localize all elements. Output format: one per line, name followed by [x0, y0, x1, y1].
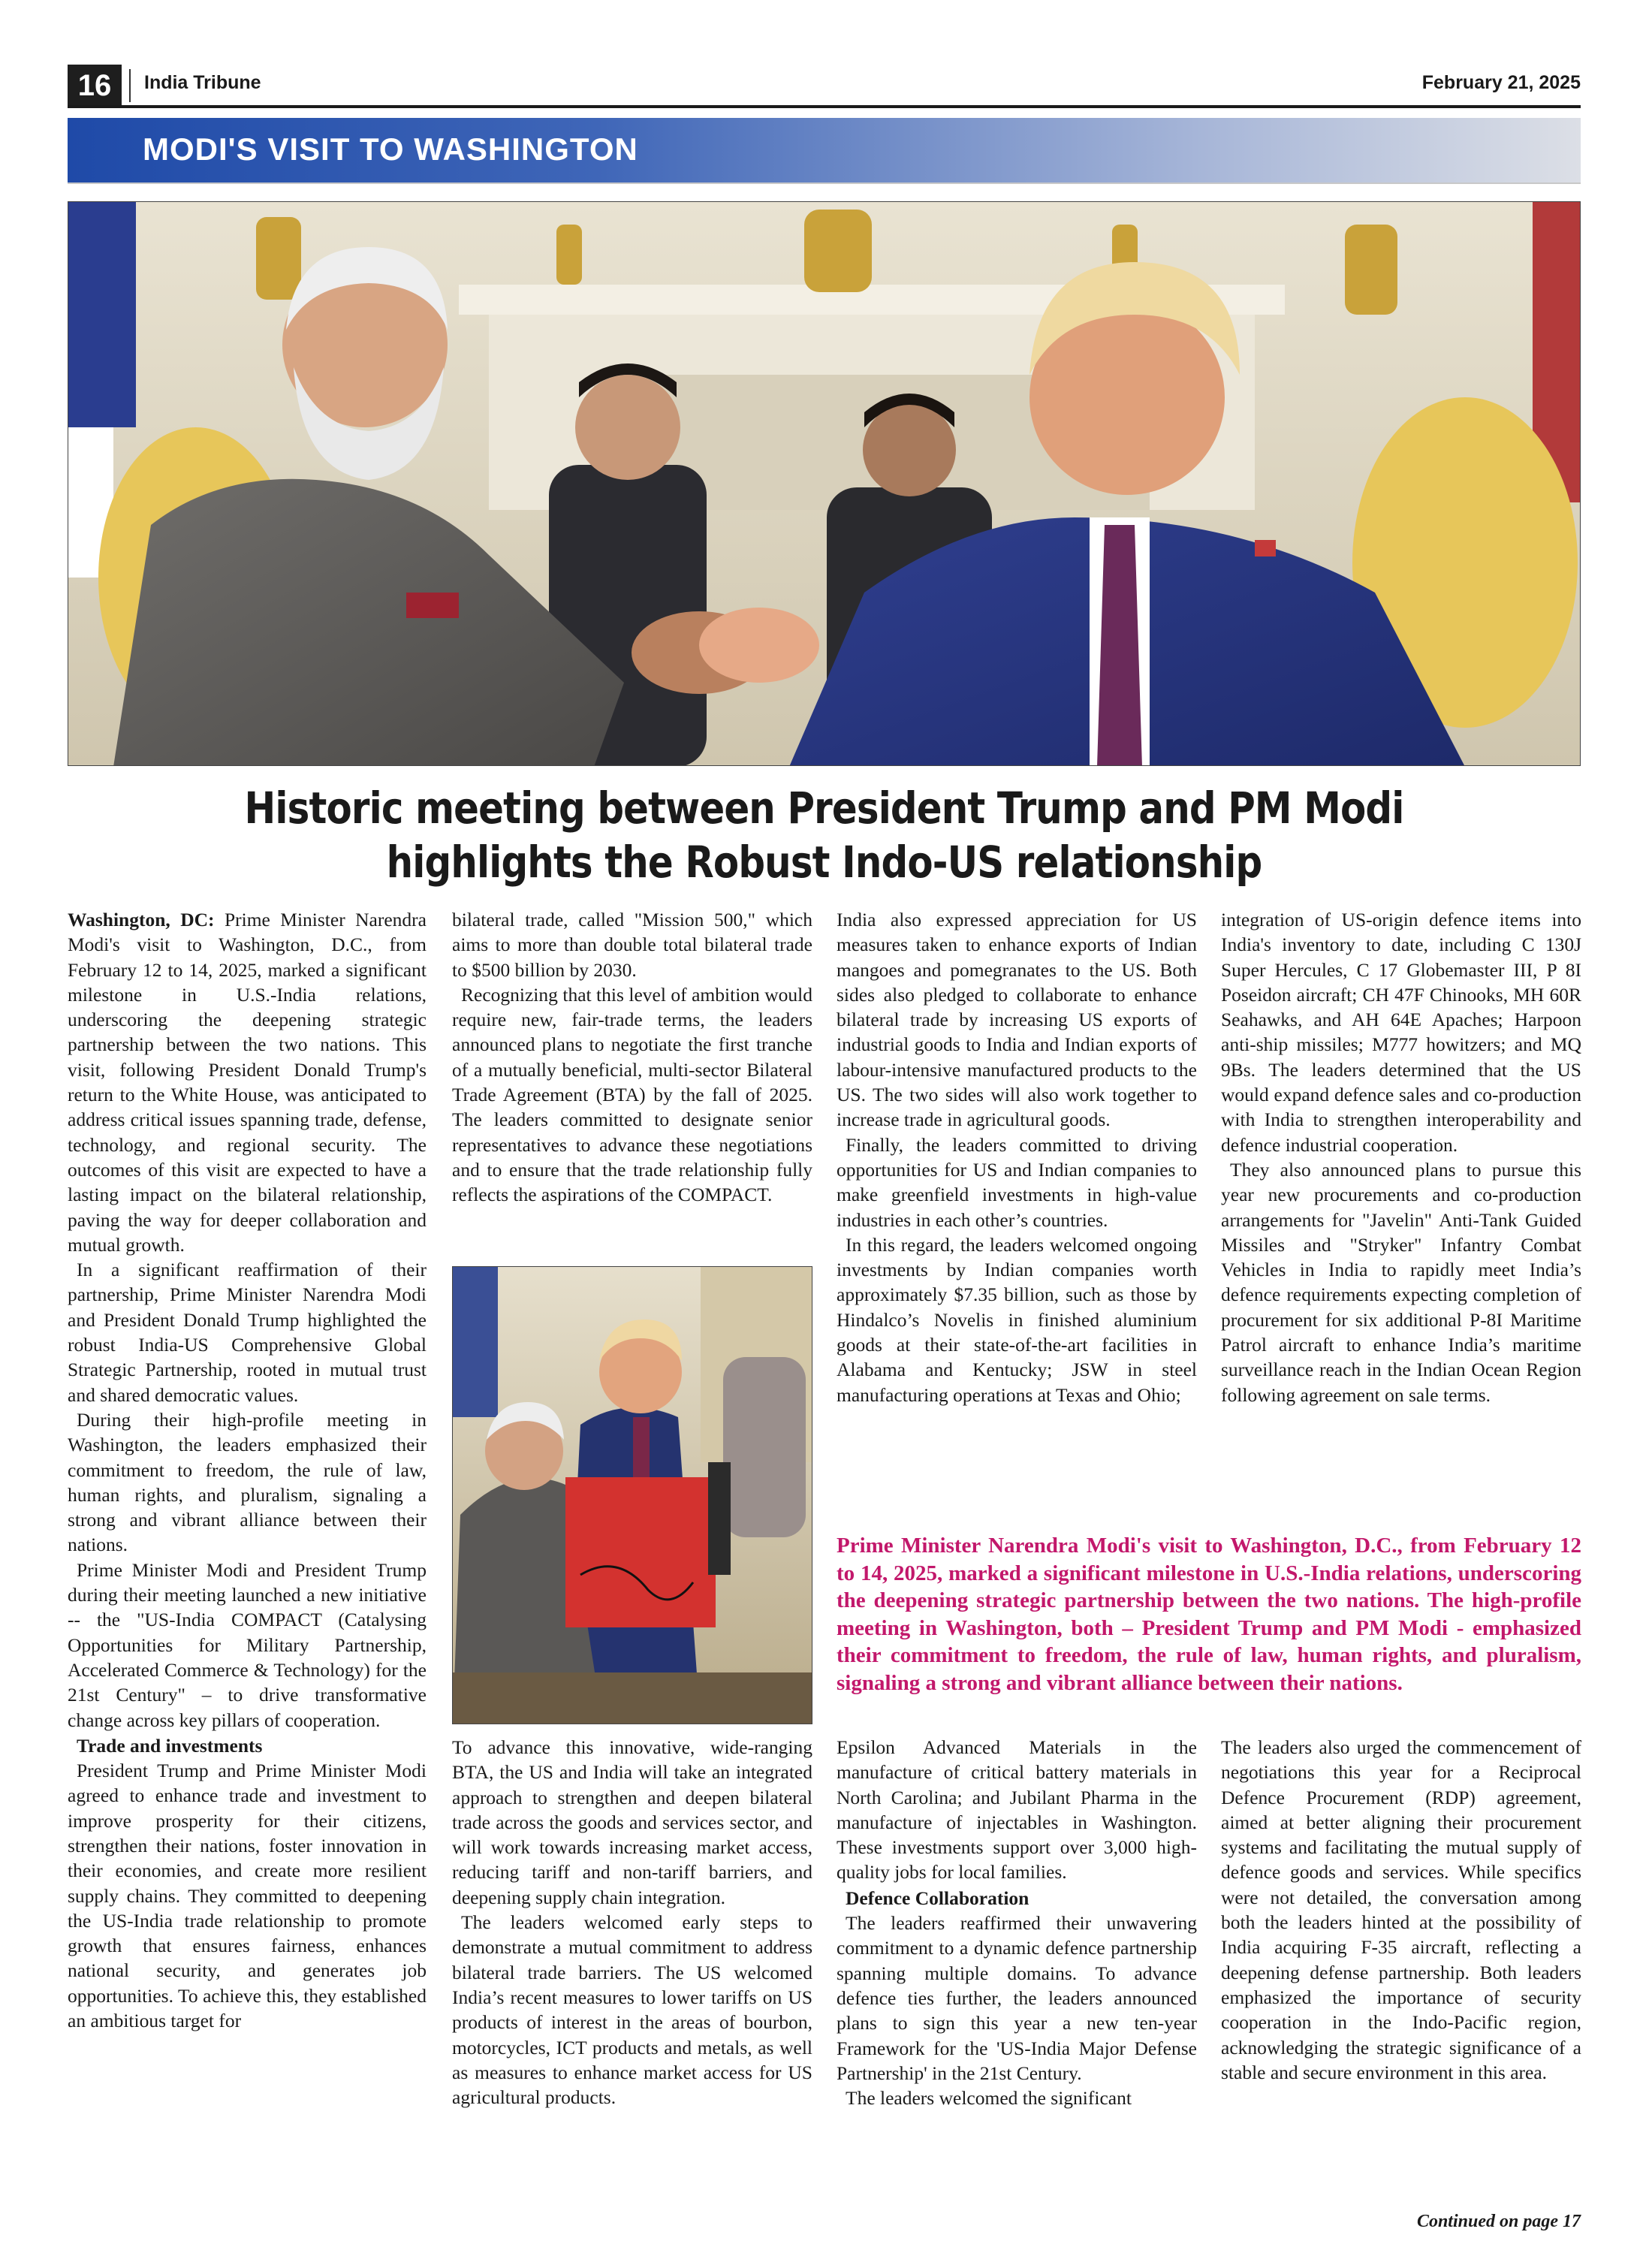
section-title: MODI'S VISIT TO WASHINGTON	[143, 131, 638, 167]
article-column-3	[837, 907, 1197, 1407]
paragraph: They also announced plans to pursue this year new procurements and co-production arrangements for "Javelin" Anti-Tank Guided Missiles and "Stryker" Infantry Combat Vehicles in India to rapidly meet India’s defence requirements expecting completion of procurement for six additional P-8I Maritime Patrol aircraft to enhance India’s maritime surveillance reach in the Indian Ocean Region following agreement on sale terms.	[1221, 1158, 1581, 1406]
paragraph: The leaders welcomed early steps to demonstrate a mutual commitment to address bilateral trade barriers. The US welcomed India’s recent measures to lower tariffs on US products of interest in the areas of bourbon, motorcycles, ICT products and metals, as well as measures to enhance market access for US agricultural products.	[452, 1911, 812, 2109]
continued-link[interactable]: Continued on page 17	[1416, 2212, 1581, 2231]
paragraph: To advance this innovative, wide-ranging BTA, the US and India will take an integrated approach to strengthen and deepen bilateral trade across the goods and services sector, and will work towards increasing market access, reducing tariff and non-tariff barriers, and deepening supply chain integration.	[452, 1736, 812, 1908]
paragraph	[68, 907, 427, 1257]
headline	[173, 781, 1475, 889]
paragraph: During their high-profile meeting in Washington, the leaders emphasized their commitment to freedom, the rule of law, human rights, and pluralism, signaling a strong and vibrant alliance between their nations.	[68, 1408, 427, 1556]
paragraph: Prime Minister Modi and President Trump during their meeting launched a new initiative -- the "US-India COMPACT (Catalysing Opportunities for Military Partnership, Accelerated Commerce & Technology) for the 21st Century" – to drive transformative change across key pillars of cooperation.	[68, 1558, 427, 1731]
paragraph: President Trump and Prime Minister Modi agreed to enhance trade and investment to improve prosperity for their citizens, strengthen their nations, foster innovation in their economies, and create more resilient supply chains. They committed to deepening the US-India trade relationship to promote growth that ensures fairness, enhances national security, and generates job opportunities. To achieve this, they established an ambitious target for	[68, 1760, 427, 2032]
inset-photo	[452, 1266, 812, 1724]
article-column-3-continued	[837, 1735, 1197, 2110]
issue-date: February 21, 2025	[1421, 72, 1581, 93]
paragraph: The leaders welcomed the significant	[846, 2087, 1132, 2110]
pull-quote: Prime Minister Narendra Modi's visit to Washington, D.C., from February 12 to 14, 2025, marked a significant milestone in U.S.-India relations, underscoring the deepening strategic partnership between the two nations. The high-profile meeting in Washington, both – President Trump and PM Modi - emphasized their commitment to freedom, the rule of law, human rights, and pluralism, signaling a strong and vibrant alliance between their nations.	[837, 1534, 1581, 1695]
paragraph: India also expressed appreciation for US measures taken to enhance exports of Indian mangoes and pomegranates to the US. Both sides also pledged to collaborate to enhance bilateral trade by increasing US exports of industrial goods to India and Indian exports of labour-intensive manufactured products to the US. The two sides will also work together to increase trade in agricultural goods.	[837, 909, 1197, 1131]
headline-line-1: Historic meeting between President Trump and PM Modi	[244, 783, 1404, 834]
subheading: Defence Collaboration	[846, 1887, 1029, 1909]
header-rule	[68, 105, 1581, 108]
paragraph: integration of US-origin defence items into India's inventory to date, including C 130J Super Hercules, C 17 Globemaster III, P 8I Poseidon aircraft; CH 47F Chinooks, MH 60R Seahawks, and AH 64E Apaches; Harpoon anti-ship missiles; M777 howitzers; and MQ 9Bs. The leaders determined that the US would expand defence sales and co-production with India to strengthen interoperability and defence industrial cooperation.	[1221, 909, 1581, 1156]
article-column-2	[452, 907, 812, 1208]
paragraph: In this regard, the leaders welcomed ongoing investments by Indian companies worth approximately $7.35 billion, such as those by Hindalco’s Novelis in finished aluminium goods at their state-of-the-art facilities in Alabama and Kentucky; JSW in steel manufacturing operations at Texas and Ohio;	[837, 1233, 1197, 1406]
section-banner	[68, 118, 1581, 184]
page-number: 16	[68, 65, 122, 107]
paragraph: The leaders reaffirmed their unwavering commitment to a dynamic defence partnership spanning multiple domains. To advance defence ties further, the leaders announced plans to sign this year a new ten-year Framework for the 'US-India Major Defense Partnership' in the 21st Century.	[837, 1912, 1197, 2084]
header-divider	[129, 69, 131, 102]
hero-photo	[68, 201, 1581, 766]
paragraph: In a significant reaffirmation of their partnership, Prime Minister Narendra Modi and President Donald Trump highlighted the robust India-US Comprehensive Global Strategic Partnership, rooted in mutual trust and shared democratic values.	[68, 1259, 427, 1406]
article-column-4-continued	[1221, 1735, 1581, 2085]
publication-name: India Tribune	[144, 72, 261, 93]
paragraph-text: Prime Minister Narendra Modi's visit to Washington, D.C., from February 12 to 14, 2025, marked a significant milestone in U.S.-India relations, underscoring the deepening strategic partnership between the two nations. This visit, following President Donald Trump's return to the White House, was anticipated to address critical issues spanning trade, defense, technology, and regional security. The outcomes of this visit are expected to have a lasting impact on the bilateral relationship, paving the way for deeper collaboration and mutual growth.	[68, 909, 427, 1256]
paragraph: Recognizing that this level of ambition would require new, fair-trade terms, the leaders announced plans to negotiate the first tranche of a mutually beneficial, multi-sector Bilateral Trade Agreement (BTA) by the fall of 2025. The leaders committed to designate senior representatives to advance these negotiations and to ensure that the trade relationship fully reflects the aspirations of the COMPACT.	[452, 983, 812, 1206]
headline-line-2: highlights the Robust Indo-US relationship	[386, 837, 1262, 888]
subheading: Trade and investments	[77, 1734, 263, 1757]
paragraph: bilateral trade, called "Mission 500," which aims to more than double total bilateral trade to $500 billion by 2030.	[452, 909, 812, 981]
dateline: Washington, DC:	[68, 909, 215, 930]
article-column-4	[1221, 907, 1581, 1407]
article-column-1	[68, 907, 427, 2033]
article-column-2-continued	[452, 1735, 812, 2110]
paragraph: The leaders also urged the commencement of negotiations this year for a Reciprocal Defence Procurement (RDP) agreement, aimed at better aligning their procurement systems and facilitating the mutual supply of defence goods and services. While specifics were not detailed, the conversation among both the leaders hinted at the possibility of India acquiring F-35 aircraft, reflecting a deepening defense partnership. Both leaders emphasized the importance of security cooperation in the Indo-Pacific region, acknowledging the strategic significance of a stable and secure environment in this area.	[1221, 1736, 1581, 2083]
paragraph: Epsilon Advanced Materials in the manufacture of critical battery materials in North Carolina; and Jubilant Pharma in the manufacture of injectables in Washington. These investments support over 3,000 high-quality jobs for local families.	[837, 1736, 1197, 1884]
paragraph: Finally, the leaders committed to driving opportunities for US and Indian companies to make greenfield investments in high-value industries in each other’s countries.	[837, 1133, 1197, 1231]
